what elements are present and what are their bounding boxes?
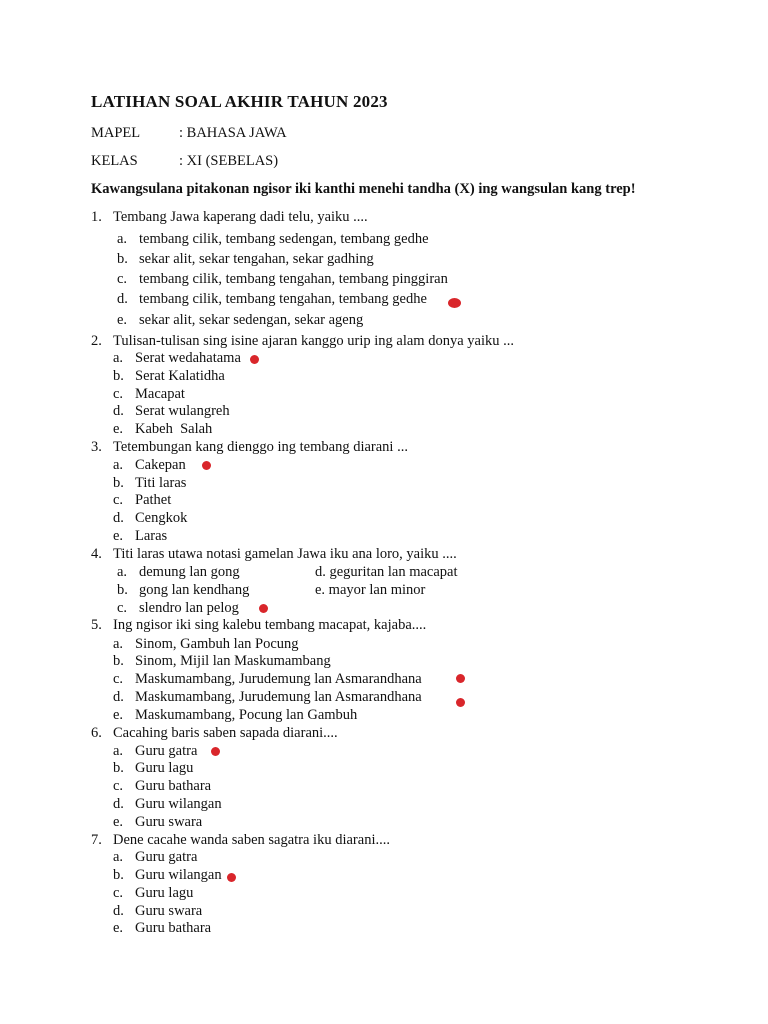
page-title: LATIHAN SOAL AKHIR TAHUN 2023	[91, 92, 388, 111]
option-letter: e.	[113, 421, 124, 437]
answer-mark	[448, 298, 461, 308]
option-text: Serat Kalatidha	[135, 368, 225, 384]
question-number: 1.	[91, 209, 102, 225]
option-letter: a.	[113, 636, 124, 652]
instruction: Kawangsulana pitakonan ngisor iki kanthi menehi tandha (X) ing wangsulan kang trep!	[91, 181, 636, 197]
question-number: 6.	[91, 725, 102, 741]
option-letter: d.	[113, 689, 124, 705]
option-letter: a.	[113, 350, 124, 366]
option-letter: d.	[113, 510, 124, 526]
option-text: Titi laras	[135, 475, 187, 491]
question-number: 3.	[91, 439, 102, 455]
option-text: tembang cilik, tembang tengahan, tembang pinggiran	[139, 271, 448, 287]
option-letter: d.	[117, 291, 128, 307]
meta-mapel	[91, 125, 287, 142]
answer-mark	[202, 461, 211, 470]
option-letter: c.	[113, 778, 124, 794]
option-text: Guru wilangan	[135, 867, 222, 883]
option-text: slendro lan pelog	[139, 600, 239, 616]
option-letter: b.	[113, 368, 124, 384]
question-number: 4.	[91, 546, 102, 562]
option-letter: c.	[113, 671, 124, 687]
option-letter: a.	[117, 231, 128, 247]
question-text: Cacahing baris saben sapada diarani....	[113, 725, 338, 741]
option-text: sekar alit, sekar sedengan, sekar ageng	[139, 312, 364, 328]
option-letter: b.	[117, 582, 128, 598]
option-text: Sinom, Gambuh lan Pocung	[135, 636, 299, 652]
option-letter: a.	[113, 457, 124, 473]
option-letter: b.	[113, 867, 124, 883]
question-text: Ing ngisor iki sing kalebu tembang macapat, kajaba....	[113, 617, 427, 633]
option-letter: b.	[113, 760, 124, 776]
option-letter: e.	[113, 920, 124, 936]
option-text: tembang cilik, tembang tengahan, tembang gedhe	[139, 291, 427, 307]
option-text: Pathet	[135, 492, 172, 508]
option-letter: e.	[113, 528, 124, 544]
option-text: Maskumambang, Jurudemung lan Asmarandhana	[135, 671, 422, 687]
meta-value: : XI (SEBELAS)	[179, 153, 279, 169]
option-letter: a.	[113, 743, 124, 759]
answer-mark	[227, 873, 236, 882]
option-text: Kabeh Salah	[135, 421, 213, 437]
answer-mark	[211, 747, 220, 756]
question-number: 5.	[91, 617, 102, 633]
question-text: Titi laras utawa notasi gamelan Jawa iku ana loro, yaiku ....	[113, 546, 457, 562]
question-number: 2.	[91, 333, 102, 349]
option-letter: a.	[113, 849, 124, 865]
option-letter: a.	[117, 564, 128, 580]
option-letter: e.	[113, 707, 124, 723]
option-text: demung lan gong	[139, 564, 240, 580]
option-text: Guru gatra	[135, 849, 198, 865]
option-letter: c.	[113, 885, 124, 901]
option-letter: e.	[117, 312, 128, 328]
answer-mark	[456, 698, 465, 707]
option-text: Serat wulangreh	[135, 403, 230, 419]
option-text: Maskumambang, Pocung lan Gambuh	[135, 707, 358, 723]
option-letter: c.	[113, 492, 124, 508]
answer-mark	[250, 355, 259, 364]
option-text: sekar alit, sekar tengahan, sekar gadhing	[139, 251, 374, 267]
option-letter: d.	[113, 796, 124, 812]
option-letter: c.	[117, 271, 128, 287]
option-letter: b.	[113, 475, 124, 491]
option-letter: d.	[113, 403, 124, 419]
option-text: Guru gatra	[135, 743, 198, 759]
option-text: gong lan kendhang	[139, 582, 250, 598]
option-text: Guru swara	[135, 903, 203, 919]
option-text: Guru swara	[135, 814, 203, 830]
option-text: d. geguritan lan macapat	[315, 564, 458, 580]
option-letter: d.	[113, 903, 124, 919]
option-letter: c.	[113, 386, 124, 402]
question-text: Tembang Jawa kaperang dadi telu, yaiku ....	[113, 209, 368, 225]
option-text: Serat wedahatama	[135, 350, 241, 366]
option-text: Macapat	[135, 386, 185, 402]
option-letter: e.	[113, 814, 124, 830]
question-number: 7.	[91, 832, 102, 848]
option-text: Cengkok	[135, 510, 188, 526]
answer-mark	[456, 674, 465, 683]
option-text: Guru lagu	[135, 885, 194, 901]
meta-label: MAPEL	[91, 125, 141, 141]
question-text: Dene cacahe wanda saben sagatra iku diarani....	[113, 832, 390, 848]
option-letter: b.	[117, 251, 128, 267]
answer-mark	[259, 604, 268, 613]
question-text: Tetembungan kang dienggo ing tembang diarani ...	[113, 439, 408, 455]
meta-kelas	[91, 153, 278, 170]
option-text: Maskumambang, Jurudemung lan Asmarandhana	[135, 689, 422, 705]
option-letter: c.	[117, 600, 128, 616]
option-text: tembang cilik, tembang sedengan, tembang gedhe	[139, 231, 429, 247]
option-text: Guru bathara	[135, 920, 212, 936]
option-text: e. mayor lan minor	[315, 582, 426, 598]
option-text: Sinom, Mijil lan Maskumambang	[135, 653, 331, 669]
meta-value: : BAHASA JAWA	[179, 125, 287, 141]
option-text: Guru bathara	[135, 778, 212, 794]
option-letter: b.	[113, 653, 124, 669]
question-text: Tulisan-tulisan sing isine ajaran kanggo urip ing alam donya yaiku ...	[113, 333, 514, 349]
option-text: Cakepan	[135, 457, 186, 473]
option-text: Laras	[135, 528, 168, 544]
meta-label: KELAS	[91, 153, 138, 169]
option-text: Guru wilangan	[135, 796, 222, 812]
option-text: Guru lagu	[135, 760, 194, 776]
